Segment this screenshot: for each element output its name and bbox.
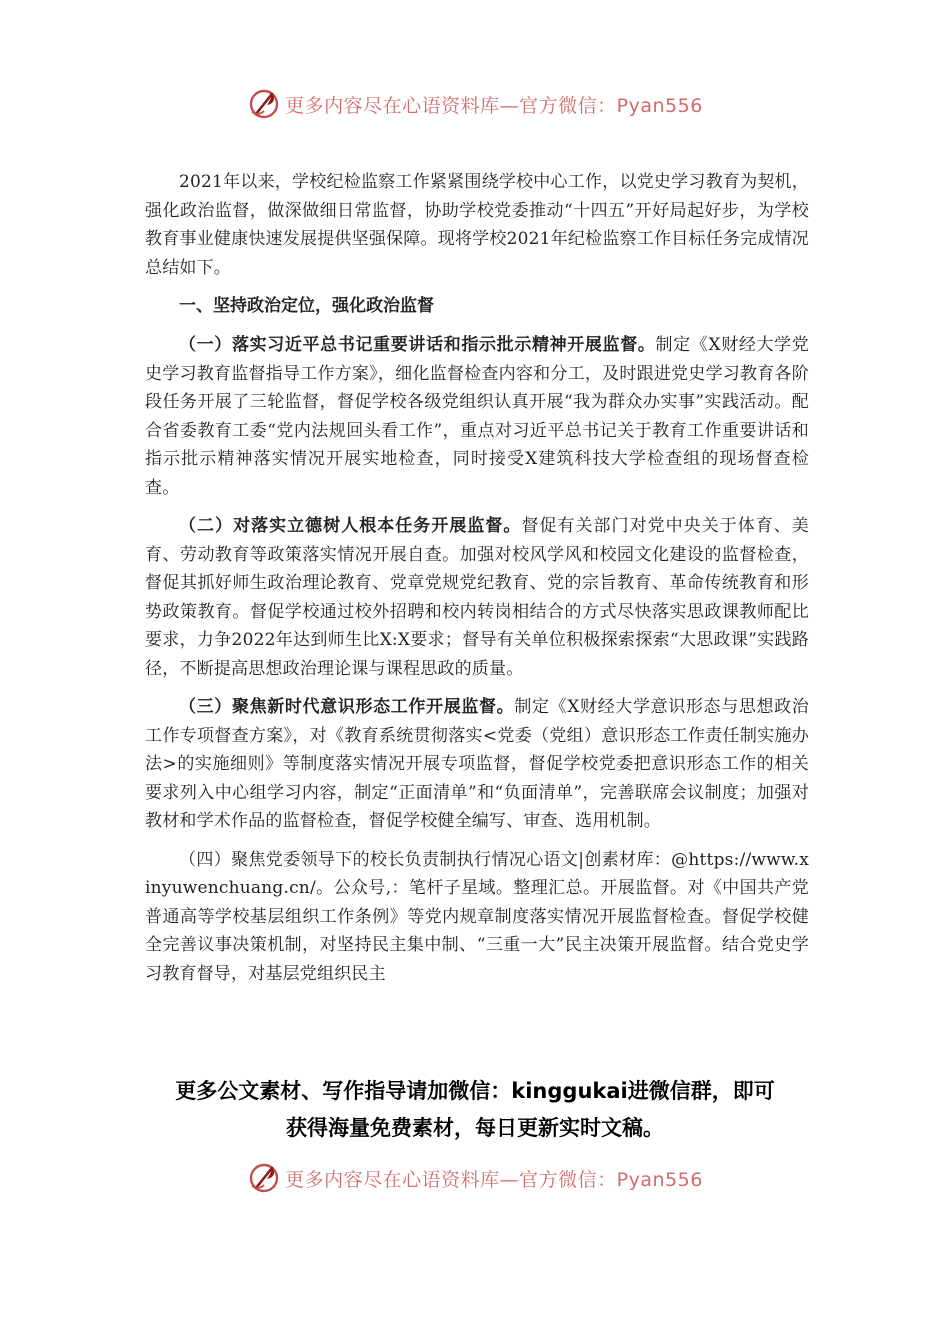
section-heading: 一、坚持政治定位，强化政治监督 — [179, 296, 434, 317]
item-1-paragraph — [145, 331, 809, 503]
item-1-title: （一）落实习近平总书记重要讲话和指示批示精神开展监督。 — [179, 334, 656, 355]
quill-logo-icon — [247, 87, 281, 121]
item-4-paragraph: （四）聚焦党委领导下的校长负责制执行情况心语文|创素材库：@https://www.xinyuwenchuang.cn/。公众号,：笔杆子星域。整理汇总。开展监督。对《中国共产党普通高等学校基层组织工作条例》等党内规章制度落实情况开展监督检查。督促学校健全完善议事决策机制，对坚持民主集中制、“三重一大”民主决策开展监督。结合党史学习教育督导，对基层党组织民主 — [145, 849, 809, 984]
promo-banner — [120, 1073, 830, 1147]
item-3-paragraph — [145, 693, 809, 836]
watermark-text: 更多内容尽在心语资料库—官方微信：Pyan556 — [285, 94, 703, 117]
quill-logo-icon — [247, 1161, 281, 1195]
item-2-title: （二）对落实立德树人根本任务开展监督。 — [179, 516, 522, 537]
document-body — [145, 168, 809, 989]
watermark-id: Pyan556 — [616, 94, 703, 117]
item-3-body: 制定《X财经大学意识形态与思想政治工作专项督查方案》，对《教育系统贯彻落实<党委（党组）意识形态工作责任制实施办法>的实施细则》等制度落实情况开展专项监督，督促学校党委把意识形态工作的相关要求列入中心组学习内容，制定“正面清单”和“负面清单”，完善联席会议制度；加强对教材和学术作品的监督检查，督促学校健全编写、审查、选用机制。 — [145, 697, 809, 832]
promo-line-2: 获得海量免费素材，每日更新实时文稿。 — [286, 1116, 664, 1140]
watermark-text: 更多内容尽在心语资料库—官方微信：Pyan556 — [285, 1168, 703, 1191]
item-1-body: 制定《X财经大学党史学习教育监督指导工作方案》，细化监督检查内容和分工，及时跟进党史学习教育各阶段任务开展了三轮监督，督促学校各级党组织认真开展“我为群众办实事”实践活动。配合省委教育工委“党内法规回头看工作”，重点对习近平总书记关于教育工作重要讲话和指示批示精神落实情况开展实地检查，同时接受X建筑科技大学检查组的现场督查检查。 — [145, 334, 810, 498]
intro-paragraph: 2021年以来，学校纪检监察工作紧紧围绕学校中心工作，以党史学习教育为契机，强化政治监督，做深做细日常监督，协助学校党委推动“十四五”开好局起好步，为学校教育事业健康快速发展提供坚强保障。现将学校2021年纪检监察工作目标任务完成情况总结如下。 — [145, 172, 809, 278]
footer-watermark — [0, 1158, 950, 1198]
item-2-body: 督促有关部门对党中央关于体育、美育、劳动教育等政策落实情况开展自查。加强对校风学风和校园文化建设的监督检查，督促其抓好师生政治理论教育、党章党规党纪教育、党的宗旨教育、革命传统教育和形势政策教育。督促学校通过校外招聘和校内转岗相结合的方式尽快落实思政课教师配比要求，力争2022年达到师生比X:X要求；督导有关单位积极探索探索“大思政课”实践路径，不断提高思想政治理论课与课程思政的质量。 — [145, 516, 809, 679]
item-3-title: （三）聚焦新时代意识形态工作开展监督。 — [179, 697, 515, 718]
promo-line-1: 更多公文素材、写作指导请加微信：kinggukai进微信群，即可 — [175, 1079, 775, 1103]
item-2-paragraph — [145, 512, 809, 684]
watermark-id: Pyan556 — [616, 1168, 703, 1191]
header-watermark — [0, 84, 950, 124]
